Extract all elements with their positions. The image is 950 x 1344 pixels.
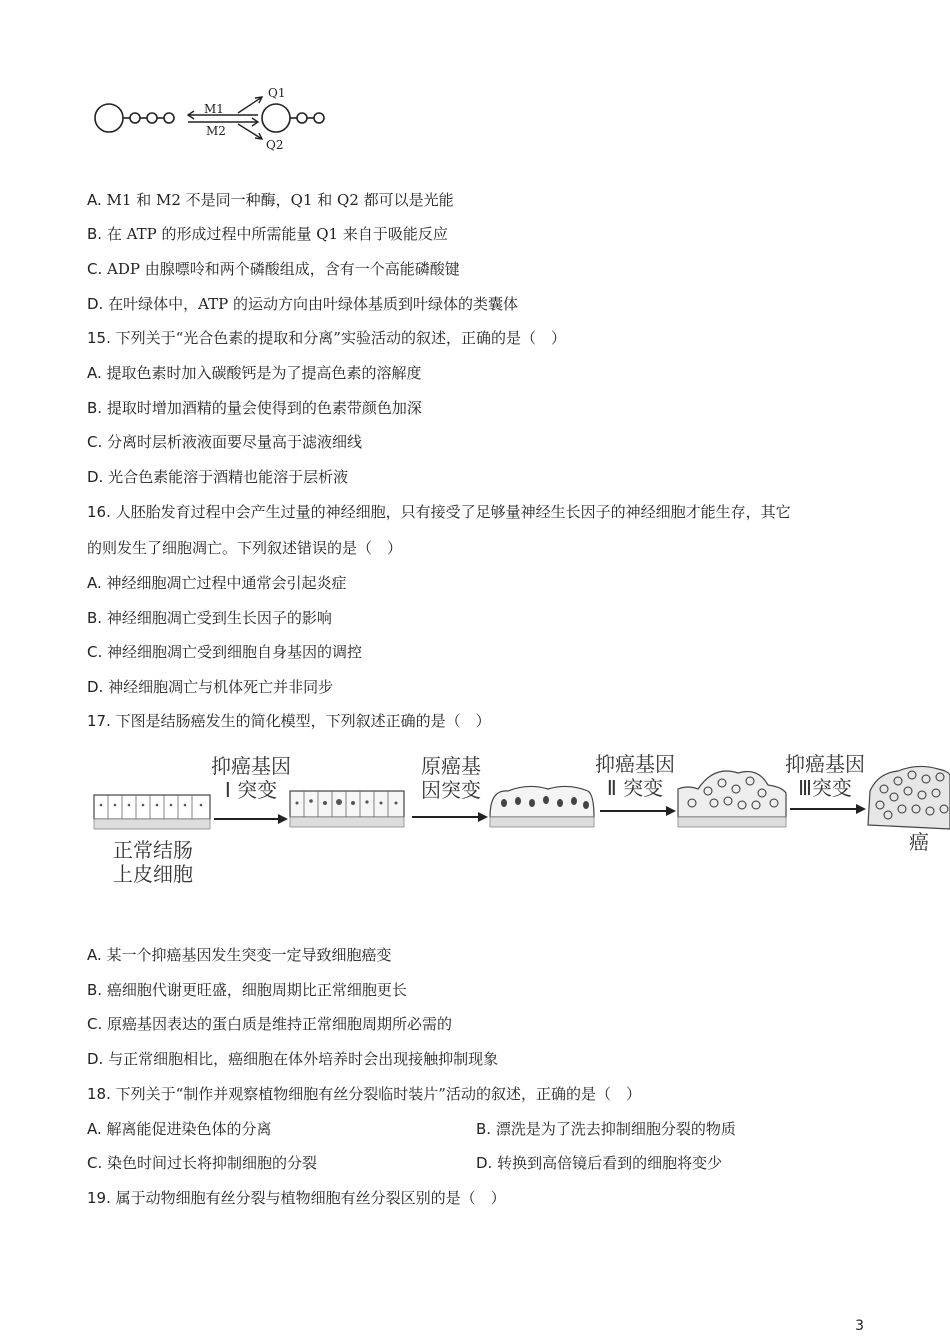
arrow3-label-line1: 抑癌基因 — [595, 752, 675, 776]
option-text: 神经细胞凋亡与机体死亡并非同步 — [108, 678, 334, 696]
arrow3-label-line2: Ⅱ 突变 — [606, 776, 664, 800]
q14-option-a — [87, 190, 454, 210]
question-number: 18. — [87, 1085, 111, 1103]
question-number: 15. — [87, 329, 111, 347]
label-m2: M2 — [206, 124, 226, 138]
q16-option-a — [87, 573, 347, 593]
q18-option-d — [476, 1153, 722, 1173]
page-number: 3 — [855, 1318, 864, 1334]
option-letter: D. — [476, 1154, 493, 1172]
question-text: 下图是结肠癌发生的简化模型，下列叙述正确的是（ ） — [115, 712, 491, 730]
option-text: 神经细胞凋亡受到生长因子的影响 — [106, 609, 332, 627]
atp-adp-diagram — [88, 86, 348, 156]
question-number: 19. — [87, 1189, 111, 1207]
arrow4-label-line1: 抑癌基因 — [785, 752, 865, 776]
question-number: 16. — [87, 503, 111, 521]
normal-epithelium — [94, 795, 210, 829]
q18-option-a — [87, 1119, 272, 1139]
q14-option-c — [87, 259, 460, 279]
question-text: 属于动物细胞有丝分裂与植物细胞有丝分裂区别的是（ ） — [115, 1189, 506, 1207]
option-letter: D. — [87, 468, 104, 486]
option-text: 原癌基因表达的蛋白质是维持正常细胞周期所必需的 — [107, 1015, 453, 1033]
q16-option-d — [87, 677, 333, 697]
option-letter: D. — [87, 678, 104, 696]
option-text: 提取时增加酒精的量会使得到的色素带颜色加深 — [106, 399, 422, 417]
q17-option-b — [87, 980, 407, 1000]
normal-cells-label-line2: 上皮细胞 — [113, 862, 193, 886]
q16-option-c — [87, 642, 362, 662]
q18-option-c — [87, 1153, 317, 1173]
option-text: 癌细胞代谢更旺盛，细胞周期比正常细胞更长 — [106, 981, 407, 999]
question-text: 下列关于“光合色素的提取和分离”实验活动的叙述，正确的是（ ） — [115, 329, 566, 347]
option-text: ADP 由腺嘌呤和两个磷酸组成，含有一个高能磷酸键 — [107, 260, 460, 278]
option-text: 分离时层析液液面要尽量高于滤液细线 — [107, 433, 363, 451]
option-letter: B. — [87, 609, 103, 627]
question-number: 17. — [87, 712, 111, 730]
q16-option-b — [87, 608, 332, 628]
option-letter: D. — [87, 1050, 104, 1068]
cancer-tissue — [868, 766, 950, 829]
q17-option-a — [87, 945, 392, 965]
option-letter: B. — [476, 1120, 492, 1138]
option-letter: C. — [87, 1154, 103, 1172]
q18-stem — [87, 1084, 641, 1104]
option-text: 光合色素能溶于酒精也能溶于层析液 — [108, 468, 349, 486]
label-q1: Q1 — [268, 86, 286, 100]
option-letter: C. — [87, 1015, 103, 1033]
arrow2-label-line1: 原癌基 — [421, 754, 481, 778]
option-text: 提取色素时加入碳酸钙是为了提高色素的溶解度 — [106, 364, 422, 382]
label-m1: M1 — [204, 102, 224, 116]
q15-stem — [87, 328, 566, 348]
option-text: 在叶绿体中，ATP 的运动方向由叶绿体基质到叶绿体的类囊体 — [108, 295, 518, 313]
option-letter: C. — [87, 260, 103, 278]
option-text: 染色时间过长将抑制细胞的分裂 — [107, 1154, 318, 1172]
q16-stem-line2: 的则发生了细胞凋亡。下列叙述错误的是（ ） — [87, 539, 403, 557]
stage-2-epithelium — [290, 791, 404, 827]
q16-stem-line1 — [87, 502, 791, 522]
option-text: 神经细胞凋亡受到细胞自身基因的调控 — [107, 643, 363, 661]
option-letter: B. — [87, 399, 103, 417]
label-q2: Q2 — [266, 138, 284, 152]
cancer-label: 癌 — [909, 830, 929, 854]
option-letter: D. — [87, 295, 104, 313]
option-letter: B. — [87, 981, 103, 999]
option-letter: C. — [87, 643, 103, 661]
option-text: 转换到高倍镜后看到的细胞将变少 — [497, 1154, 723, 1172]
option-letter: A. — [87, 946, 102, 964]
option-text: M1 和 M2 不是同一种酶，Q1 和 Q2 都可以是光能 — [106, 191, 454, 209]
q14-option-d — [87, 294, 518, 314]
option-letter: A. — [87, 191, 102, 209]
option-letter: A. — [87, 574, 102, 592]
question-text: 下列关于“制作并观察植物细胞有丝分裂临时装片”活动的叙述，正确的是（ ） — [115, 1085, 641, 1103]
q17-option-c — [87, 1014, 452, 1034]
q17-option-d — [87, 1049, 498, 1069]
option-text: 与正常细胞相比，癌细胞在体外培养时会出现接触抑制现象 — [108, 1050, 499, 1068]
arrow1-label-line1: 抑癌基因 — [211, 754, 291, 778]
q15-option-b — [87, 398, 422, 418]
q15-option-d — [87, 467, 348, 487]
q17-stem — [87, 711, 491, 731]
question-text: 人胚胎发育过程中会产生过量的神经细胞，只有接受了足够量神经生长因子的神经细胞才能生存，其它 — [115, 503, 791, 521]
option-text: 漂洗是为了洗去抑制细胞分裂的物质 — [495, 1120, 736, 1138]
option-letter: A. — [87, 1120, 102, 1138]
option-letter: C. — [87, 433, 103, 451]
arrow2-label-line2: 因突变 — [421, 778, 481, 802]
option-text: 解离能促进染色体的分离 — [106, 1120, 272, 1138]
normal-cells-label-line1: 正常结肠 — [113, 838, 193, 862]
q15-option-a — [87, 363, 422, 383]
arrow4-label-line2: Ⅲ突变 — [798, 776, 852, 800]
option-text: 在 ATP 的形成过程中所需能量 Q1 来自于吸能反应 — [106, 225, 448, 243]
arrow1-label-line2: Ⅰ 突变 — [224, 778, 278, 802]
q15-option-c — [87, 432, 362, 452]
q18-option-b — [476, 1119, 736, 1139]
q19-stem — [87, 1188, 506, 1208]
option-text: 某一个抑癌基因发生突变一定导致细胞癌变 — [106, 946, 392, 964]
option-letter: B. — [87, 225, 103, 243]
option-letter: A. — [87, 364, 102, 382]
option-text: 神经细胞凋亡过程中通常会引起炎症 — [106, 574, 347, 592]
q14-option-b — [87, 224, 448, 244]
